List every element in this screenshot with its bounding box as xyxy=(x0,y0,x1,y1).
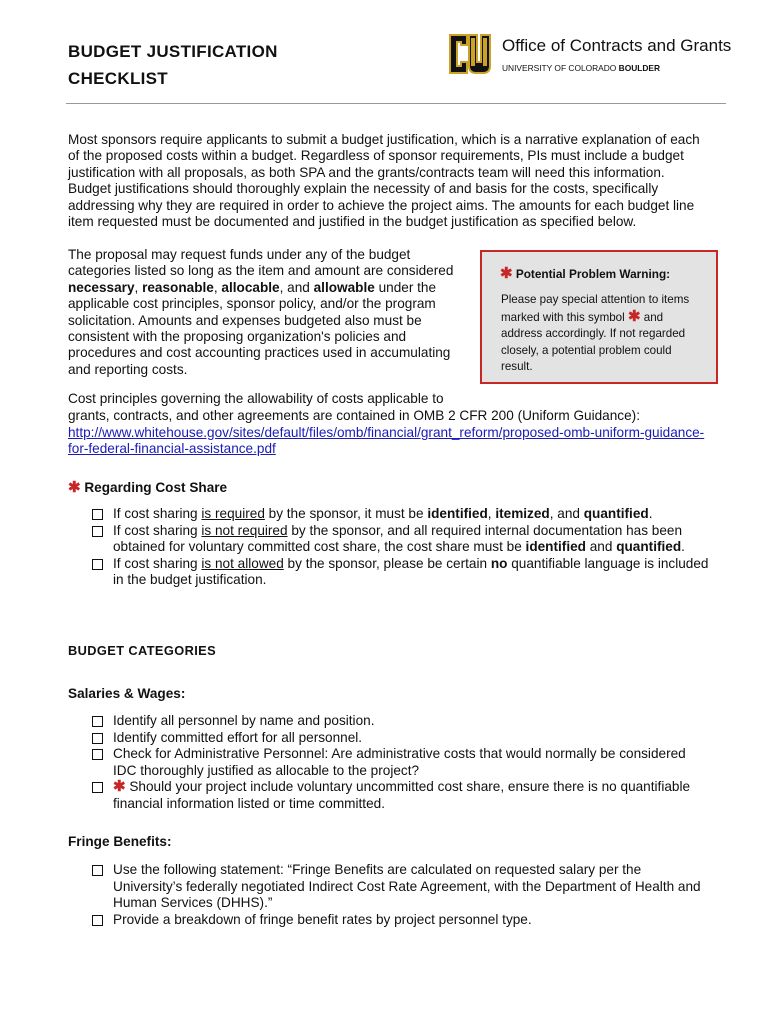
cost-share-heading: ✱ Regarding Cost Share xyxy=(68,479,228,496)
proposal-line: applicable cost principles, sponsor policy, and/or the program xyxy=(68,296,436,312)
criterion-allocable: allocable xyxy=(221,279,280,295)
cost-share-list xyxy=(90,506,709,589)
proposal-line: categories listed so long as the item and amount are considered xyxy=(68,263,454,279)
proposal-paragraph xyxy=(68,247,478,378)
criterion-necessary: necessary xyxy=(68,279,135,295)
checklist-item: Identify committed effort for all personnel. xyxy=(90,730,690,747)
checkbox[interactable] xyxy=(92,716,103,727)
checklist-item: ✱ Should your project include voluntary uncommitted cost share, ensure there is no quantifiable financial information listed or time committed. xyxy=(90,779,690,812)
checklist-item: If cost sharing is not required by the sponsor, and all required internal documentation has been obtained for voluntary committed cost share, the cost share must be identified and quantified. xyxy=(90,523,709,556)
university-label: UNIVERSITY OF COLORADO xyxy=(502,63,617,73)
omb-guidance-link-cont[interactable]: for-federal-financial-assistance.pdf xyxy=(68,441,276,457)
salaries-list xyxy=(90,713,690,813)
fringe-list xyxy=(90,862,701,928)
proposal-criteria-line: necessary, reasonable, allocable, and allowable under the xyxy=(68,279,437,295)
checklist-item: If cost sharing is not allowed by the sponsor, please be certain no quantifiable language is included in the budget justification. xyxy=(90,556,709,589)
intro-paragraph xyxy=(68,132,720,230)
checklist-item: Use the following statement: “Fringe Benefits are calculated on requested salary per the University’s federally negotiated Indirect Cost Rate Agreement, with the Department of Health and Human Services (DHHS).” xyxy=(90,862,701,912)
checkbox[interactable] xyxy=(92,526,103,537)
university-name xyxy=(502,63,660,73)
budget-categories-heading: BUDGET CATEGORIES xyxy=(68,643,217,658)
intro-line: of the proposed costs within a budget. Regardless of sponsor requirements, PIs must include a budget xyxy=(68,148,684,164)
criterion-allowable: allowable xyxy=(313,279,375,295)
proposal-line: consistent with the proposing organization's policies and xyxy=(68,329,407,345)
title-line-1: BUDGET JUSTIFICATION xyxy=(68,42,278,61)
checkbox[interactable] xyxy=(92,559,103,570)
omb-guidance-link[interactable]: http://www.whitehouse.gov/sites/default/files/omb/financial/grant_reform/proposed-omb-uniform-guidance- xyxy=(68,424,705,440)
title-line-2: CHECKLIST xyxy=(68,69,168,88)
intro-line: Budget justifications should thoroughly explain the necessity of and basis for the costs, specifically xyxy=(68,181,659,197)
header-divider xyxy=(66,103,726,104)
criterion-reasonable: reasonable xyxy=(142,279,214,295)
intro-line: item requested must be documented and justified in the budget justification as specified below. xyxy=(68,214,637,230)
fringe-benefits-heading: Fringe Benefits: xyxy=(68,834,172,849)
cu-logo-icon xyxy=(447,32,493,76)
warning-body: Please pay special attention to items marked with this symbol ✱ and address accordingly. If not regarded closely, a potential problem could result. xyxy=(501,293,690,374)
checkbox[interactable] xyxy=(92,865,103,876)
intro-line: Most sponsors require applicants to submit a budget justification, which is a narrative explanation of each xyxy=(68,132,700,147)
checklist-item: If cost sharing is required by the sponsor, it must be identified, itemized, and quantified. xyxy=(90,506,709,523)
potential-problem-warning-box xyxy=(480,250,718,384)
checklist-item: Identify all personnel by name and position. xyxy=(90,713,690,730)
asterisk-warning-icon: ✱ xyxy=(627,307,641,325)
document-title xyxy=(68,38,278,92)
asterisk-warning-icon: ✱ xyxy=(500,265,513,282)
checklist-item: Check for Administrative Personnel: Are administrative costs that would normally be considered IDC thoroughly justified as allocable to the project? xyxy=(90,746,690,779)
office-name: Office of Contracts and Grants xyxy=(502,36,732,55)
checklist-item: Provide a breakdown of fringe benefit rates by project personnel type. xyxy=(90,912,701,929)
checkbox[interactable] xyxy=(92,749,103,760)
proposal-line: solicitation. Amounts and expenses budgeted also must be xyxy=(68,312,422,328)
proposal-line: and reporting costs. xyxy=(68,361,188,377)
intro-line: addressing why they are required in order to achieve the project aims. The amounts for each budget line xyxy=(68,197,695,213)
checkbox[interactable] xyxy=(92,509,103,520)
asterisk-warning-icon: ✱ xyxy=(113,778,126,796)
asterisk-warning-icon: ✱ xyxy=(68,479,81,496)
proposal-line: procedures and cost accounting practices used in accumulating xyxy=(68,345,451,361)
cost-principles-paragraph: Cost principles governing the allowability of costs applicable to grants, contracts, and other agreements are contained in OMB 2 CFR 200 (Uniform Guidance): http://www.whitehouse.gov/sites/default/files/omb/financial/grant_reform/proposed-omb-uniform-guidance- for-federal-financial-assistance.pdf xyxy=(68,391,728,458)
checkbox[interactable] xyxy=(92,915,103,926)
university-campus: BOULDER xyxy=(618,63,661,73)
checkbox[interactable] xyxy=(92,733,103,744)
salaries-heading: Salaries & Wages: xyxy=(68,686,186,701)
warning-title: ✱ Potential Problem Warning: xyxy=(500,265,671,282)
intro-line: justification with all proposals, as both SPA and the grants/contracts team will need this information. xyxy=(68,164,665,180)
checkbox[interactable] xyxy=(92,782,103,793)
proposal-line: The proposal may request funds under any of the budget xyxy=(68,247,411,262)
